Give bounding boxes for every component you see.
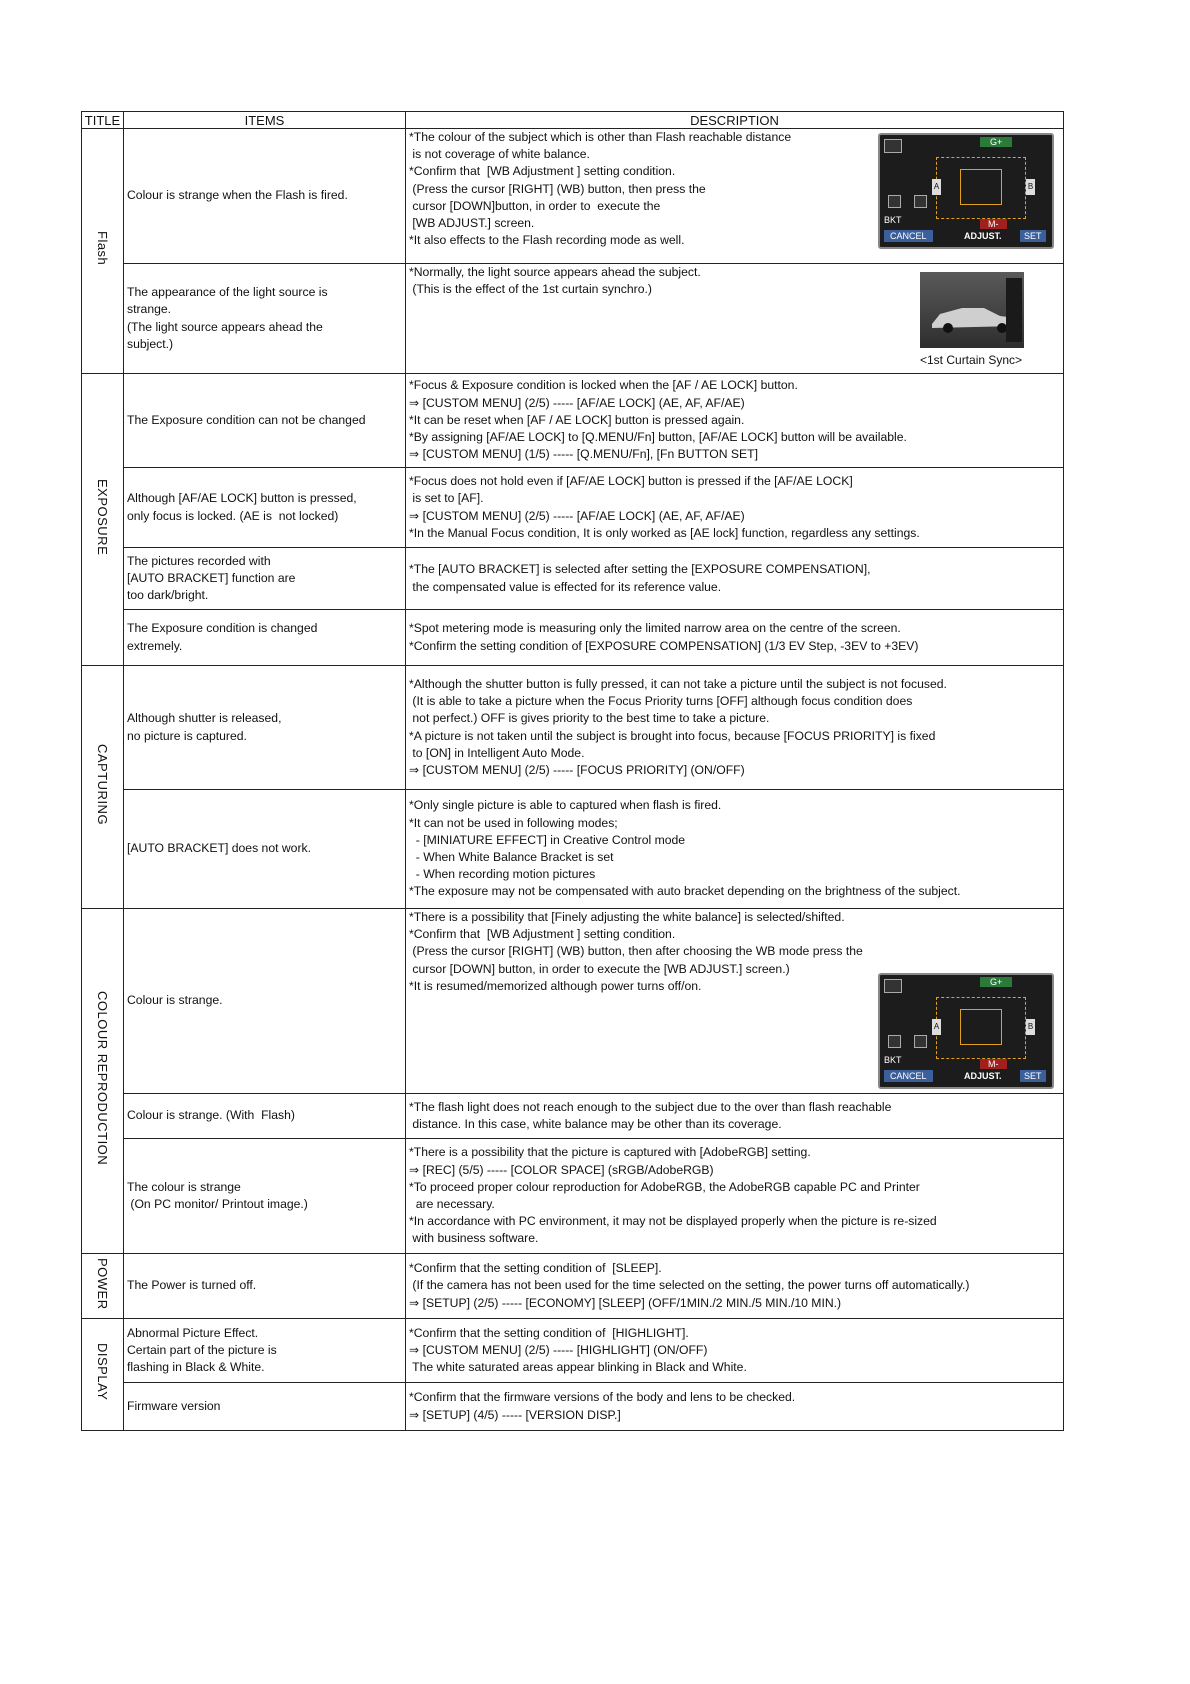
description-line: ⇒ [CUSTOM MENU] (1/5) ----- [Q.MENU/Fn], [Fn BUTTON SET]: [409, 447, 758, 462]
cancel-softkey: CANCEL: [884, 1070, 933, 1082]
table-row: [82, 548, 1064, 610]
item-cell: [124, 909, 406, 1094]
description-line: *In accordance with PC environment, it may not be displayed properly when the picture is re-sized: [409, 1214, 937, 1229]
blue-side-label: B: [1026, 179, 1035, 195]
adjust-label: ADJUST.: [964, 231, 1002, 241]
description-line: with business software.: [409, 1231, 539, 1246]
item-cell: [124, 1254, 406, 1319]
item-line: Colour is strange when the Flash is fired.: [127, 188, 348, 203]
description-line: *The exposure may not be compensated with auto bracket depending on the brightness of the subject.: [409, 884, 961, 899]
item-line: strange.: [127, 302, 172, 317]
description-cell: [406, 1254, 1064, 1319]
right-button-icon: [914, 195, 927, 208]
wb-cursor-box: [960, 169, 1002, 205]
description-cell: [406, 610, 1064, 666]
description-line: (This is the effect of the 1st curtain synchro.): [409, 282, 652, 297]
description-cell: [406, 790, 1064, 909]
description-line: ⇒ [CUSTOM MENU] (2/5) ----- [AF/AE LOCK] (AE, AF, AF/AE): [409, 395, 745, 410]
green-plus-label: G+: [980, 137, 1012, 147]
magenta-minus-label: M-: [980, 1059, 1007, 1069]
description-line: (It is able to take a picture when the Focus Priority turns [OFF] although focus condition does: [409, 694, 913, 709]
description-line: ⇒ [SETUP] (2/5) ----- [ECONOMY] [SLEEP] (OFF/1MIN./2 MIN./5 MIN./10 MIN.): [409, 1295, 842, 1310]
description-line: ⇒ [CUSTOM MENU] (2/5) ----- [AF/AE LOCK] (AE, AF, AF/AE): [409, 508, 745, 523]
photo-caption: <1st Curtain Sync>: [920, 353, 1023, 367]
description-line: The white saturated areas appear blinking in Black and White.: [409, 1360, 747, 1375]
description-line: *Spot metering mode is measuring only the limited narrow area on the centre of the screen.: [409, 621, 901, 636]
green-plus-label: G+: [980, 977, 1012, 987]
description-cell: [406, 1094, 1064, 1139]
item-line: The pictures recorded with: [127, 553, 271, 568]
cancel-softkey: CANCEL: [884, 230, 933, 242]
description-line: is not coverage of white balance.: [409, 147, 590, 162]
description-line: *It is resumed/memorized although power turns off/on.: [409, 978, 702, 993]
description-line: *There is a possibility that [Finely adjusting the white balance] is selected/shifted.: [409, 910, 845, 924]
item-cell: [124, 1319, 406, 1383]
item-cell: [124, 1094, 406, 1139]
section-title-cell: [82, 909, 124, 1254]
item-line: too dark/bright.: [127, 588, 209, 603]
item-line: Although shutter is released,: [127, 711, 282, 726]
table-row: [82, 1094, 1064, 1139]
amber-side-label: A: [932, 1019, 941, 1035]
section-title-cell: [82, 129, 124, 374]
bkt-label: BKT: [884, 215, 902, 225]
left-button-icon: [888, 195, 901, 208]
description-line: *Only single picture is able to captured when flash is fired.: [409, 798, 722, 813]
description-line: (Press the cursor [RIGHT] (WB) button, then after choosing the WB mode press the: [409, 944, 863, 959]
curtain-sync-photo: [920, 272, 1024, 348]
description-line: *The [AUTO BRACKET] is selected after setting the [EXPOSURE COMPENSATION],: [409, 562, 871, 577]
wb-adjust-screen-figure: [878, 973, 1054, 1089]
table-row: [82, 264, 1064, 374]
section-title-cell: [82, 666, 124, 909]
description-cell: [406, 1383, 1064, 1431]
set-softkey: SET: [1020, 230, 1046, 242]
item-line: Firmware version: [127, 1398, 221, 1413]
description-line: - When White Balance Bracket is set: [409, 850, 614, 864]
description-line: to [ON] in Intelligent Auto Mode.: [409, 745, 585, 760]
description-line: *Normally, the light source appears ahead the subject.: [409, 265, 701, 279]
wb-cursor-box: [960, 1009, 1002, 1045]
item-line: Colour is strange. (With Flash): [127, 1108, 295, 1123]
table-row: [82, 1139, 1064, 1254]
description-line: *Confirm that the firmware versions of the body and lens to be checked.: [409, 1390, 796, 1405]
description-line: *Confirm that the setting condition of [HIGHLIGHT].: [409, 1325, 689, 1340]
section-title-cell: [82, 1254, 124, 1319]
item-line: Colour is strange.: [127, 993, 223, 1008]
description-cell: [406, 1139, 1064, 1254]
item-line: [AUTO BRACKET] function are: [127, 570, 296, 585]
description-line: *Confirm that the setting condition of [SLEEP].: [409, 1261, 662, 1276]
section-title: EXPOSURE: [95, 478, 111, 556]
description-line: cursor [DOWN]button, in order to execute the: [409, 198, 661, 213]
description-cell: [406, 666, 1064, 790]
table-row: [82, 129, 1064, 264]
item-cell: [124, 790, 406, 909]
description-cell: [406, 548, 1064, 610]
wb-adjust-screen-figure: [878, 133, 1054, 249]
description-cell: [406, 374, 1064, 468]
table-row: [82, 610, 1064, 666]
item-line: Certain part of the picture is: [127, 1342, 277, 1357]
description-line: *Confirm that [WB Adjustment ] setting condition.: [409, 164, 676, 179]
item-line: The colour is strange: [127, 1179, 241, 1194]
item-line: (On PC monitor/ Printout image.): [127, 1197, 308, 1211]
item-line: Abnormal Picture Effect.: [127, 1325, 259, 1340]
description-line: ⇒ [CUSTOM MENU] (2/5) ----- [HIGHLIGHT] (ON/OFF): [409, 1342, 708, 1357]
section-title: POWER: [95, 1257, 111, 1310]
item-line: Although [AF/AE LOCK] button is pressed,: [127, 491, 357, 506]
header-title: TITLE: [82, 112, 124, 129]
section-title: Flash: [95, 231, 111, 266]
description-line: not perfect.) OFF is gives priority to the best time to take a picture.: [409, 711, 770, 726]
description-line: ⇒ [SETUP] (4/5) ----- [VERSION DISP.]: [409, 1407, 621, 1422]
description-line: ⇒ [REC] (5/5) ----- [COLOR SPACE] (sRGB/AdobeRGB): [409, 1162, 714, 1177]
description-line: *It can be reset when [AF / AE LOCK] button is pressed again.: [409, 412, 745, 427]
item-line: [AUTO BRACKET] does not work.: [127, 841, 312, 856]
item-cell: [124, 129, 406, 264]
description-line: the compensated value is effected for its reference value.: [409, 579, 722, 594]
description-line: ⇒ [CUSTOM MENU] (2/5) ----- [FOCUS PRIORITY] (ON/OFF): [409, 762, 745, 777]
description-line: - [MINIATURE EFFECT] in Creative Control mode: [409, 832, 686, 847]
section-title: DISPLAY: [95, 1343, 111, 1401]
item-line: only focus is locked. (AE is not locked): [127, 508, 339, 523]
bkt-label: BKT: [884, 1055, 902, 1065]
description-line: *Confirm the setting condition of [EXPOSURE COMPENSATION] (1/3 EV Step, -3EV to +3EV): [409, 638, 919, 653]
item-line: The Power is turned off.: [127, 1278, 257, 1293]
description-line: [WB ADJUST.] screen.: [409, 216, 535, 231]
table-row: [82, 790, 1064, 909]
description-line: *Confirm that [WB Adjustment ] setting condition.: [409, 927, 676, 942]
item-line: flashing in Black & White.: [127, 1360, 265, 1375]
item-line: no picture is captured.: [127, 728, 247, 743]
header-row: [82, 112, 1064, 129]
blue-side-label: B: [1026, 1019, 1035, 1035]
description-cell: [406, 468, 1064, 548]
description-line: is set to [AF].: [409, 491, 484, 506]
item-cell: [124, 610, 406, 666]
description-line: (If the camera has not been used for the time selected on the setting, the power turns off automatically.): [409, 1278, 970, 1293]
table-row: [82, 468, 1064, 548]
item-cell: [124, 264, 406, 374]
description-line: *By assigning [AF/AE LOCK] to [Q.MENU/Fn] button, [AF/AE LOCK] button will be available.: [409, 430, 907, 445]
description-line: distance. In this case, white balance may be other than its coverage.: [409, 1117, 782, 1131]
section-title: COLOUR REPRODUCTION: [95, 991, 111, 1166]
item-line: The appearance of the light source is: [127, 285, 328, 300]
description-line: *There is a possibility that the picture is captured with [AdobeRGB] setting.: [409, 1145, 811, 1160]
table-row: [82, 1319, 1064, 1383]
description-line: - When recording motion pictures: [409, 867, 596, 882]
item-cell: [124, 548, 406, 610]
item-line: subject.): [127, 336, 174, 351]
description-line: cursor [DOWN] button, in order to execute the [WB ADJUST.] screen.): [409, 961, 790, 976]
car-image-icon: [920, 272, 1024, 348]
left-button-icon: [888, 1035, 901, 1048]
item-cell: [124, 1383, 406, 1431]
description-line: *The flash light does not reach enough to the subject due to the over than flash reachable: [409, 1099, 892, 1114]
wb-icon: [884, 979, 902, 993]
description-cell: [406, 1319, 1064, 1383]
description-line: *A picture is not taken until the subject is brought into focus, because [FOCUS PRIORITY] is fixed: [409, 728, 936, 743]
table-row: [82, 1383, 1064, 1431]
item-line: The Exposure condition is changed: [127, 621, 318, 636]
header-items: ITEMS: [124, 112, 406, 129]
section-title: CAPTURING: [95, 743, 111, 825]
item-cell: [124, 1139, 406, 1254]
item-cell: [124, 666, 406, 790]
set-softkey: SET: [1020, 1070, 1046, 1082]
description-line: *It can not be used in following modes;: [409, 815, 618, 830]
description-line: *The colour of the subject which is other than Flash reachable distance: [409, 130, 792, 144]
description-line: *Focus & Exposure condition is locked when the [AF / AE LOCK] button.: [409, 378, 798, 393]
header-description: DESCRIPTION: [406, 112, 1064, 129]
description-line: (Press the cursor [RIGHT] (WB) button, then press the: [409, 181, 706, 196]
item-cell: [124, 374, 406, 468]
magenta-minus-label: M-: [980, 219, 1007, 229]
description-line: are necessary.: [409, 1197, 495, 1211]
table-row: [82, 1254, 1064, 1319]
table-row: [82, 374, 1064, 468]
section-title-cell: [82, 374, 124, 666]
description-line: *Focus does not hold even if [AF/AE LOCK] button is pressed if the [AF/AE LOCK]: [409, 474, 853, 489]
troubleshooting-table: [81, 111, 1064, 1431]
description-line: *To proceed proper colour reproduction for AdobeRGB, the AdobeRGB capable PC and Printer: [409, 1179, 920, 1194]
table-row: [82, 909, 1064, 1094]
item-line: The Exposure condition can not be changed: [127, 412, 366, 427]
right-button-icon: [914, 1035, 927, 1048]
adjust-label: ADJUST.: [964, 1071, 1002, 1081]
amber-side-label: A: [932, 179, 941, 195]
item-line: (The light source appears ahead the: [127, 319, 323, 334]
table-row: [82, 666, 1064, 790]
description-line: *Although the shutter button is fully pressed, it can not take a picture until the subject is not focused.: [409, 676, 947, 691]
item-line: extremely.: [127, 638, 183, 653]
wb-icon: [884, 139, 902, 153]
section-title-cell: [82, 1319, 124, 1431]
item-cell: [124, 468, 406, 548]
description-cell: [406, 909, 1064, 1094]
description-line: *In the Manual Focus condition, It is only worked as [AE lock] function, regardless any settings.: [409, 525, 920, 540]
description-cell: [406, 264, 1064, 374]
description-line: *It also effects to the Flash recording mode as well.: [409, 233, 685, 248]
description-cell: [406, 129, 1064, 264]
